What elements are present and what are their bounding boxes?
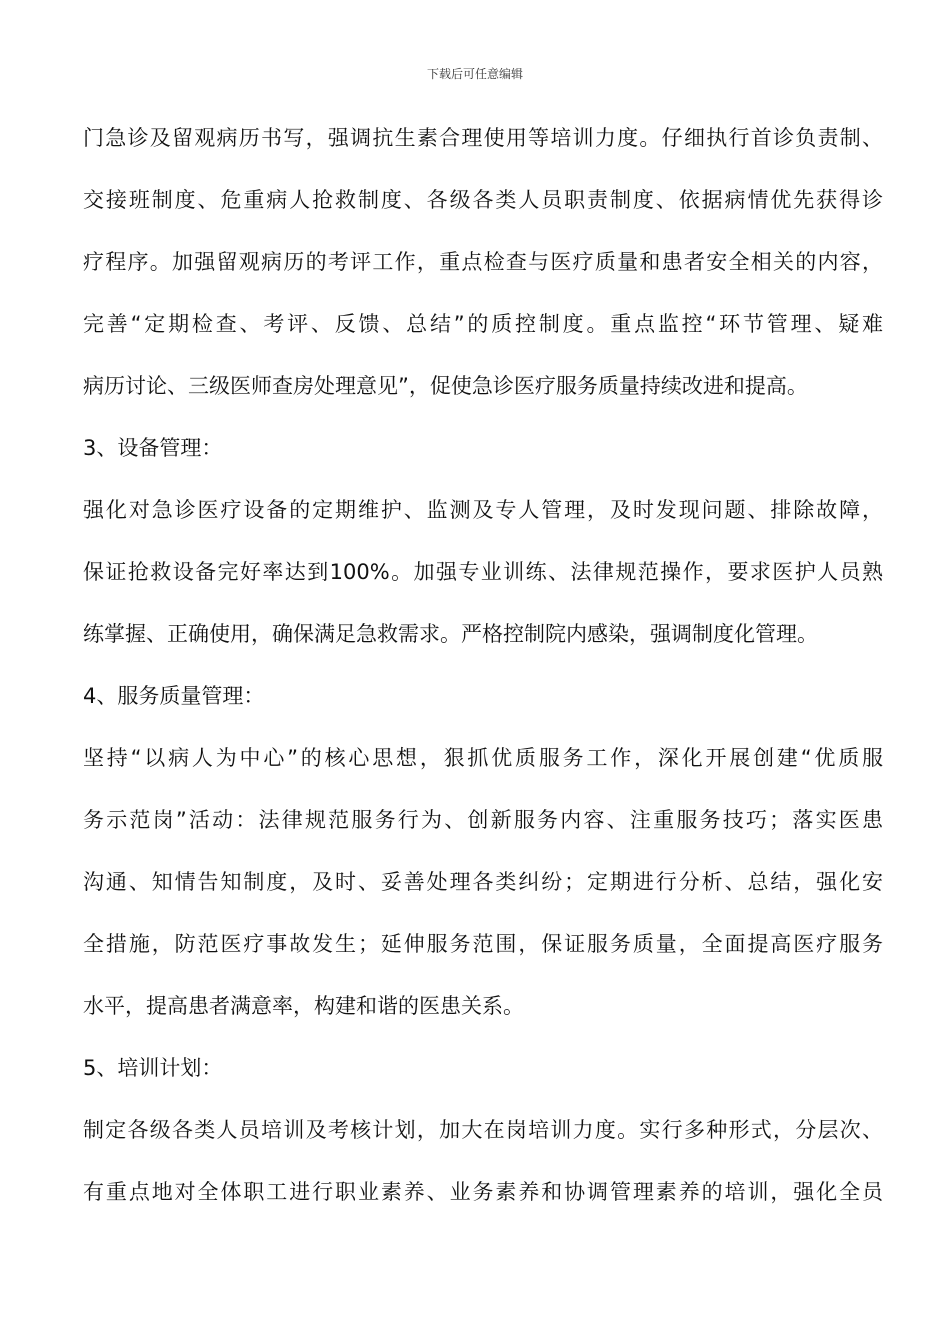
body-line: 制定各级各类人员培训及考核计划，加大在岗培训力度。实行多种形式，分层次、 — [83, 1118, 883, 1142]
document-body — [83, 118, 883, 1234]
body-line: 有重点地对全体职工进行职业素养、业务素养和协调管理素养的培训，强化全员 — [83, 1180, 883, 1204]
body-line: 疗程序。加强留观病历的考评工作，重点检查与医疗质量和患者安全相关的内容， — [83, 250, 883, 274]
body-line: 务示范岗”活动：法律规范服务行为、创新服务内容、注重服务技巧；落实医患 — [83, 808, 883, 832]
section-heading: 3、设备管理： — [83, 436, 223, 460]
body-line: 病历讨论、三级医师查房处理意见”，促使急诊医疗服务质量持续改进和提高。 — [83, 374, 808, 398]
body-line: 全措施，防范医疗事故发生；延伸服务范围，保证服务质量，全面提高医疗服务 — [83, 932, 883, 956]
body-line: 坚持“以病人为中心”的核心思想，狠抓优质服务工作，深化开展创建“优质服 — [83, 746, 883, 770]
body-line: 强化对急诊医疗设备的定期维护、监测及专人管理，及时发现问题、排除故障， — [83, 498, 883, 522]
section-heading: 5、培训计划： — [83, 1056, 223, 1080]
body-line: 完善“定期检查、考评、反馈、总结”的质控制度。重点监控“环节管理、疑难 — [83, 312, 883, 336]
body-line: 交接班制度、危重病人抢救制度、各级各类人员职责制度、依据病情优先获得诊 — [83, 188, 883, 212]
section-heading: 4、服务质量管理： — [83, 684, 265, 708]
body-line: 沟通、知情告知制度，及时、妥善处理各类纠纷；定期进行分析、总结，强化安 — [83, 870, 883, 894]
body-line: 门急诊及留观病历书写，强调抗生素合理使用等培训力度。仔细执行首诊负责制、 — [83, 126, 883, 150]
page-header: 下载后可任意编辑 — [426, 67, 523, 81]
body-line: 保证抢救设备完好率达到100%。加强专业训练、法律规范操作，要求医护人员熟 — [83, 560, 883, 584]
body-line: 练掌握、正确使用，确保满足急救需求。严格控制院内感染，强调制度化管理。 — [83, 622, 818, 646]
body-line: 水平，提高患者满意率，构建和谐的医患关系。 — [83, 994, 524, 1018]
